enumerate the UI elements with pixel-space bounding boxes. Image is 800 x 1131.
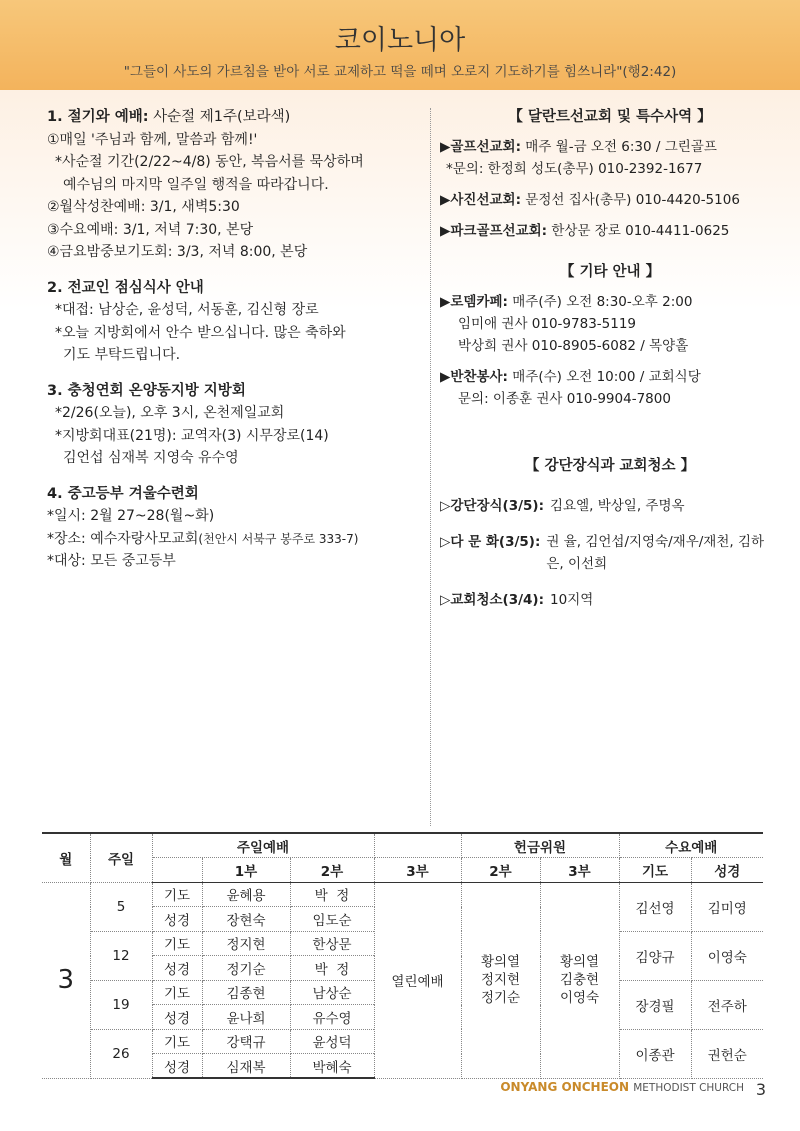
- name-cell: 강택규: [202, 1029, 290, 1054]
- wed-pray-cell: 김양규: [619, 931, 691, 980]
- col-blank: [374, 833, 461, 858]
- cleaning-label: ▷교회청소(3/4):: [440, 592, 545, 608]
- role-cell: 기도: [152, 882, 202, 907]
- church-cleaning: [440, 589, 780, 611]
- section-retreat: [47, 483, 425, 573]
- col-month: 월: [42, 833, 90, 882]
- notice-line: 김언섭 심재복 지영숙 유수영: [63, 450, 239, 466]
- section-district: [47, 380, 425, 470]
- col-3bu: 3부: [374, 858, 461, 883]
- page-number: 3: [755, 1080, 766, 1099]
- altar-deco-label: ▷강단장식(3/5):: [440, 498, 545, 514]
- role-cell: 성경: [152, 907, 202, 932]
- col-1bu: 1부: [202, 858, 290, 883]
- week-cell: 26: [90, 1029, 152, 1078]
- golf-contact: *문의: 한정희 성도(총무) 010-2392-1677: [446, 161, 703, 177]
- wed-scripture-cell: 전주하: [691, 980, 763, 1029]
- col-wed-scripture: 성경: [691, 858, 763, 883]
- name-cell: 윤나희: [202, 1005, 290, 1030]
- notice-line: *대상: 모든 중고등부: [47, 553, 176, 569]
- week-cell: 12: [90, 931, 152, 980]
- week-cell: 5: [90, 882, 152, 931]
- section-title: [47, 106, 425, 129]
- notice-line: ①매일 '주님과 함께, 말씀과 함께!': [47, 131, 258, 148]
- name-cell: 장현숙: [202, 907, 290, 932]
- photo-text: 문정선 집사(총무) 010-4420-5106: [521, 192, 740, 208]
- name-cell: 심재복: [202, 1054, 290, 1079]
- parkgolf-label: ▶파크골프선교회:: [440, 223, 548, 239]
- church-name-footer: [500, 1080, 744, 1094]
- section-heading-other: 【 기타 안내 】: [559, 264, 661, 280]
- week-cell: 19: [90, 980, 152, 1029]
- notice-line: ③수요예배: 3/1, 저녁 7:30, 본당: [47, 221, 254, 238]
- section-title: 4. 중고등부 겨울수련회: [47, 485, 199, 502]
- multicultural-names: 권 율, 김언섭/지영숙/재우/재천, 김하은, 이선희: [546, 534, 765, 572]
- name-cell: 임도순: [290, 907, 374, 932]
- spacer: [440, 485, 780, 495]
- role-cell: 성경: [152, 956, 202, 981]
- wed-scripture-cell: 김미영: [691, 882, 763, 931]
- spacer: [440, 251, 780, 261]
- table-row: [42, 882, 763, 907]
- multicultural-label: ▷다 문 화(3/5):: [440, 534, 541, 550]
- name-cell: 김종현: [202, 980, 290, 1005]
- cafe-label: ▶로뎀카페:: [440, 294, 508, 310]
- section-title: 2. 전교인 점심식사 안내: [47, 279, 204, 296]
- third-service-cell: 열린예배: [374, 882, 461, 1078]
- col-offering-3bu: 3부: [540, 858, 619, 883]
- section-title: 3. 충청연회 온양동지방 지방회: [47, 382, 246, 399]
- notice-line: *일시: 2월 27~28(월~화): [47, 508, 215, 524]
- offering-2bu-cell: 황의열 정지현 정기순: [461, 882, 540, 1078]
- month-cell: 3: [42, 882, 90, 1078]
- cafe-text: 매주(주) 오전 8:30-오후 2:00: [507, 294, 693, 310]
- col-week: 주일: [90, 833, 152, 882]
- section-heading-talent: 【 달란트선교회 및 특수사역 】: [508, 109, 712, 125]
- parkgolf-text: 한상문 장로 010-4411-0625: [547, 223, 730, 239]
- right-column: [440, 106, 780, 625]
- notice-line: *지방회대표(21명): 교역자(3) 시무장로(14): [55, 427, 329, 444]
- role-cell: 기도: [152, 1029, 202, 1054]
- name-cell: 윤성덕: [290, 1029, 374, 1054]
- cafe-contact: 임미애 권사 010-9783-5119: [458, 316, 637, 332]
- side-dish-contact: 문의: 이종훈 권사 010-9904-7800: [458, 391, 671, 407]
- side-dish-label: ▶반찬봉사:: [440, 369, 508, 385]
- name-cell: 정지현: [202, 931, 290, 956]
- wed-scripture-cell: 권헌순: [691, 1029, 763, 1078]
- col-wednesday: 수요예배: [619, 833, 763, 858]
- side-dish-info: [440, 366, 780, 410]
- header-banner: [0, 0, 800, 90]
- name-cell: 박혜숙: [290, 1054, 374, 1079]
- parkgolf-mission: [440, 220, 780, 242]
- left-column: [47, 106, 425, 586]
- col-role: [152, 858, 202, 883]
- altar-deco-names: 김요엘, 박상일, 주명옥: [550, 498, 685, 514]
- notice-line: [47, 528, 425, 551]
- cleaning-area: 10지역: [550, 592, 594, 608]
- side-dish-text: 매주(수) 오전 10:00 / 교회식당: [507, 369, 701, 385]
- section-worship: [47, 106, 425, 264]
- multicultural: [440, 531, 780, 575]
- service-schedule-table: [42, 832, 763, 1079]
- spacer: [440, 419, 780, 455]
- church-name-secondary: METHODIST CHURCH: [633, 1082, 744, 1094]
- name-cell: 박 정: [290, 882, 374, 907]
- name-cell: 박 정: [290, 956, 374, 981]
- retreat-place: *장소: 예수자랑사모교회: [47, 530, 199, 547]
- header-row: [42, 833, 763, 858]
- section-title-detail: 사순절 제1주(보라색): [148, 109, 291, 125]
- section-lunch: [47, 277, 425, 367]
- notice-line: 기도 부탁드립니다.: [63, 347, 181, 363]
- wed-scripture-cell: 이영숙: [691, 931, 763, 980]
- notice-line: 예수님의 마지막 일주일 행적을 따라갑니다.: [63, 176, 329, 193]
- col-offering-2bu: 2부: [461, 858, 540, 883]
- golf-text: 매주 월-금 오전 6:30 / 그린골프: [521, 139, 717, 155]
- altar-deco: [440, 495, 780, 517]
- role-cell: 성경: [152, 1005, 202, 1030]
- cafe-info: [440, 291, 780, 357]
- notice-line: ④금요밤중보기도회: 3/3, 저녁 8:00, 본당: [47, 244, 308, 260]
- notice-line: *오늘 지방회에서 안수 받으십니다. 많은 축하와: [55, 324, 346, 341]
- section-title-text: 1. 절기와 예배:: [47, 109, 149, 125]
- photo-label: ▶사진선교회:: [440, 192, 521, 208]
- name-cell: 한상문: [290, 931, 374, 956]
- retreat-address: (천안시 서북구 봉주로 333-7): [198, 531, 359, 546]
- notice-line: *대접: 남상순, 윤성덕, 서동훈, 김신형 장로: [55, 302, 319, 318]
- church-name-primary: ONYANG ONCHEON: [500, 1080, 634, 1094]
- offering-3bu-cell: 황의열 김충현 이영숙: [540, 882, 619, 1078]
- name-cell: 유수영: [290, 1005, 374, 1030]
- name-cell: 남상순: [290, 980, 374, 1005]
- wed-pray-cell: 이종관: [619, 1029, 691, 1078]
- role-cell: 기도: [152, 931, 202, 956]
- col-offering: 헌금위원: [461, 833, 619, 858]
- notice-line: ②월삭성찬예배: 3/1, 새벽5:30: [47, 199, 240, 215]
- bible-verse: "그들이 사도의 가르침을 받아 서로 교제하고 떡을 떼며 오로지 기도하기를 힘쓰니라"(행2:42): [123, 64, 677, 80]
- golf-label: ▶골프선교회:: [440, 139, 521, 155]
- wed-pray-cell: 김선영: [619, 882, 691, 931]
- cafe-contact: 박상희 권사 010-8905-6082 / 목양홀: [458, 338, 689, 354]
- col-2bu: 2부: [290, 858, 374, 883]
- col-sunday-service: 주일예배: [152, 833, 374, 858]
- golf-mission: [440, 136, 780, 180]
- name-cell: 윤혜용: [202, 882, 290, 907]
- name-cell: 정기순: [202, 956, 290, 981]
- photo-mission: [440, 189, 780, 211]
- column-divider: [430, 108, 431, 826]
- section-heading-altar: 【 강단장식과 교회청소 】: [524, 458, 696, 474]
- notice-line: *사순절 기간(2/22~4/8) 동안, 복음서를 묵상하며: [55, 154, 364, 170]
- wed-pray-cell: 장경필: [619, 980, 691, 1029]
- role-cell: 기도: [152, 980, 202, 1005]
- page-title: 코이노니아: [334, 25, 466, 56]
- role-cell: 성경: [152, 1054, 202, 1079]
- col-wed-pray: 기도: [619, 858, 691, 883]
- notice-line: *2/26(오늘), 오후 3시, 온천제일교회: [55, 405, 285, 421]
